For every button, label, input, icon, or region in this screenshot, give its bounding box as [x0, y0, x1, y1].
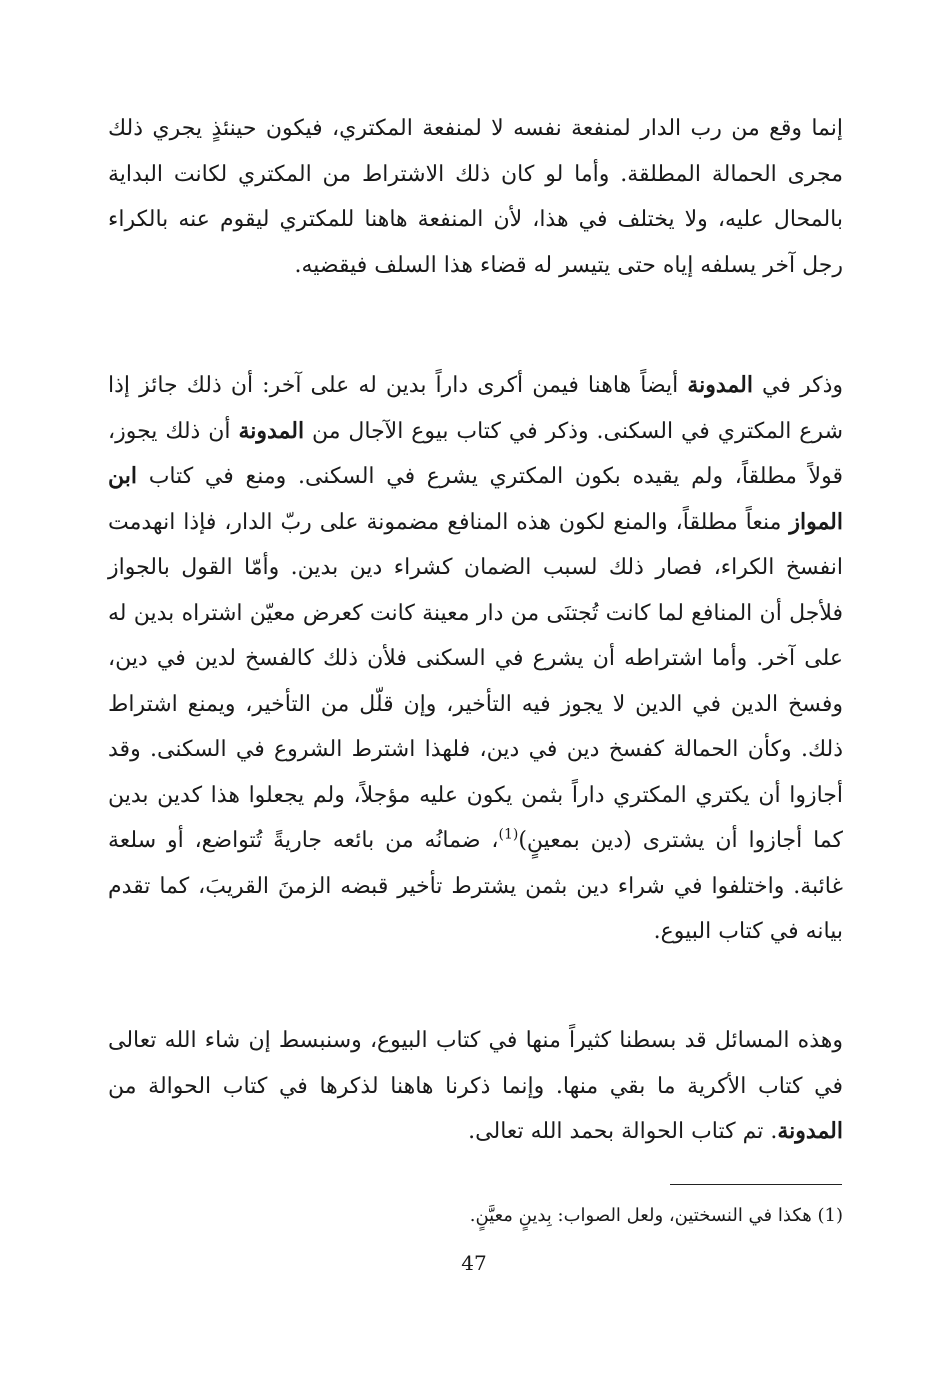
- paragraph-2-text-c: أن ذلك يجوز، قولاً مطلقاً، ولم يقيده بكون المكتري يشرع في السكنى. ومنع في كتاب: [108, 418, 843, 489]
- paragraph-3-text-a: وهذه المسائل قد بسطنا كثيراً منها في كتاب البيوع، وسنبسط إن شاء الله تعالى في كتاب الأكرية ما بقي منها. وإنما ذكرنا هاهنا لذكرها في كتاب الحوالة من: [108, 1028, 843, 1099]
- paragraph-2-text-a: وذكر في: [752, 373, 843, 398]
- book-title-mudawwana: المدونة: [777, 1118, 843, 1144]
- paragraph-1: [108, 106, 843, 288]
- author-name-ibn-al-mawwaz: ابن المواز: [108, 463, 843, 535]
- paragraph-2-text-d: منعاً مطلقاً، والمنع لكون هذه المنافع مضمونة على ربّ الدار، فإذا انهدمت انفسخ الكراء، فصار ذلك لسبب الضمان كشراء دين بدين. وأمّا القول بالجواز فلأجل أن المنافع لما كانت تُجتنَى من دار معينة كانت كعرض معيّن اشتراه بدين له على آخر. وأما اشتراطه أن يشرع في السكنى فلأن ذلك كالفسخ لدين في دين، وفسخ الدين في الدين لا يجوز فيه التأخير، وإن قلّل من التأخير، ويمنع اشتراط ذلك. وكأن الحمالة كفسخ دين في دين، فلهذا اشترط الشروع في السكنى. وقد أجازوا أن يكتري المكتري داراً بثمن يكون عليه مؤجلاً، ولم يجعلوا هذا كدين بدين كما أجازوا أن يشترى (دين بمعينٍ): [108, 509, 843, 853]
- paragraph-2: [108, 363, 843, 955]
- footnote-reference: (1): [498, 826, 519, 843]
- footnote: (1) هكذا في النسختين، ولعل الصواب: بِدينٍ معيَّنٍ.: [469, 1205, 843, 1226]
- paragraph-2-text-e: ، ضمانُه من بائعه جاريةً تُتواضع، أو سلعة غائبة. واختلفوا في شراء دين بثمن يشترط تأخير قبضه الزمنَ القريبَ، كما تقدم بيانه في كتاب البيوع.: [108, 828, 843, 944]
- book-title-mudawwana: المدونة: [687, 372, 753, 398]
- book-title-mudawwana: المدونة: [238, 417, 305, 444]
- footnote-separator: [670, 1184, 842, 1185]
- paragraph-3-text-b: . تم كتاب الحوالة بحمد الله تعالى.: [468, 1119, 778, 1144]
- paragraph-1-text: إنما وقع من رب الدار لمنفعة نفسه لا لمنفعة المكتري، فيكون حينئذٍ يجري ذلك مجرى الحمالة المطلقة. وأما لو كان ذلك الاشتراط من المكتري لكانت البداية بالمحال عليه، ولا يختلف في هذا، لأن المنفعة هاهنا للمكتري ليقوم عنه بالكراء رجل آخر يسلفه إياه حتى يتيسر له قضاء هذا السلف فيقضيه.: [108, 116, 843, 278]
- paragraph-2-text-b: أيضاً هاهنا فيمن أكرى داراً بدين له على آخر: أن ذلك جائز إذا شرع المكتري في السكنى. وذكر في كتاب بيوع الآجال من: [108, 373, 844, 444]
- page-number: 47: [461, 1251, 487, 1275]
- paragraph-3: [108, 1018, 843, 1155]
